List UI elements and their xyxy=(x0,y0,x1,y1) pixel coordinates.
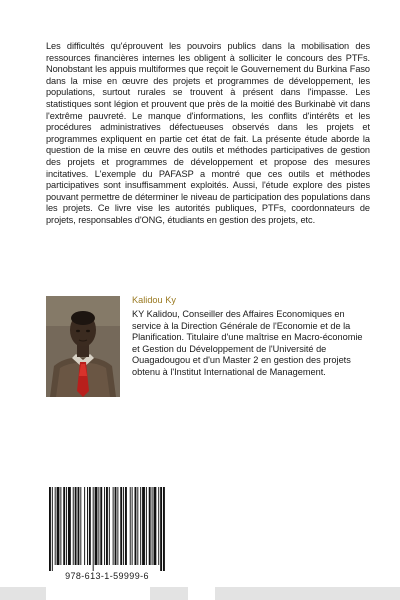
barcode-bar xyxy=(113,487,114,565)
barcode-bar xyxy=(106,487,108,565)
barcode-bar xyxy=(104,487,105,565)
barcode-bar xyxy=(68,487,71,565)
barcode-bar xyxy=(140,487,141,565)
bottom-band-middle xyxy=(150,587,188,600)
barcode-bar xyxy=(149,487,151,565)
barcode-bar xyxy=(66,487,67,565)
barcode-bar xyxy=(89,487,91,565)
barcode-bar xyxy=(154,487,157,565)
barcode-bar xyxy=(117,487,118,565)
author-photo xyxy=(46,296,120,397)
barcode-bar xyxy=(132,487,133,565)
barcode-bar xyxy=(100,487,102,565)
barcode-bar xyxy=(80,487,81,565)
barcode-bar xyxy=(52,487,53,571)
barcode-bar xyxy=(57,487,60,565)
barcode-bar xyxy=(130,487,131,565)
barcode-bar xyxy=(49,487,51,571)
barcode-bar xyxy=(75,487,77,565)
barcode-bar xyxy=(109,487,110,565)
barcode-bar xyxy=(120,487,122,565)
barcode-bar xyxy=(93,487,94,571)
barcode-bar xyxy=(87,487,88,565)
bottom-band-right xyxy=(215,587,400,600)
barcode-bar xyxy=(63,487,65,565)
barcode-bar xyxy=(115,487,117,565)
barcode-bar xyxy=(55,487,56,565)
barcode-bar xyxy=(160,487,162,571)
barcode-bar xyxy=(98,487,99,565)
barcode-bar xyxy=(95,487,98,565)
barcode-bar xyxy=(142,487,145,565)
barcode-bar xyxy=(60,487,61,565)
barcode-bar xyxy=(123,487,124,565)
author-bio: KY Kalidou, Conseiller des Affaires Economiques en service à la Direction Générale de l'Economie et de la Planification. Titulaire d'une maîtrise en Macro-économie et Gestion du Développement de l'Université de Ouagadougou et d'un Master 2 en gestion des projets obtenu à l'Institut International de Management. xyxy=(132,309,363,377)
barcode-bar xyxy=(137,487,138,565)
barcode-bar xyxy=(84,487,85,565)
barcode-bar xyxy=(73,487,74,565)
isbn-number: 978-613-1-59999-6 xyxy=(65,571,149,581)
back-cover-summary: Les difficultés qu'éprouvent les pouvoirs publics dans la mobilisation des ressources financières internes les obligent à solliciter le concours des PTFs. Nonobstant les appuis multiformes que reçoit le Gouvernement du Burkina Faso dans la mise en œuvre des projets et programmes de développement, les populations, surtout rurales se trouvent à présent dans l'impasse. Les statistiques sont légion et prouvent que près de la moitié des Burkinabè vit dans l'extrême pauvreté. Le manque d'informations, les conflits d'intérêts et les procédures administratives défectueuses observés dans les projets et programmes expliquent en partie cet état de fait. La présente étude aborde la question de la mise en œuvre des outils et méthodes participatives de gestion des projets et programmes de développement et propose des mesures incitatives. L'exemple du PAFASP a montré que ces outils et méthodes participatives sont insuffisamment exploités. Aussi, l'étude explore des pistes pouvant permettre de déterminer le niveau de participation des populations dans les projets. Ce livre vise les autorités publiques, PTFs, coordonnateurs de projets, responsables d'ONG, étudiants en gestion des projets, etc. xyxy=(46,41,370,225)
barcode-bar xyxy=(125,487,127,565)
barcode-bar xyxy=(78,487,80,565)
barcode xyxy=(46,487,168,573)
bottom-band-left xyxy=(0,587,46,600)
barcode-bar xyxy=(163,487,165,571)
barcode-bar xyxy=(146,487,147,565)
barcode-bar xyxy=(135,487,137,565)
barcode-bar xyxy=(152,487,153,565)
barcode-bar xyxy=(158,487,159,565)
author-name: Kalidou Ky xyxy=(132,295,176,305)
